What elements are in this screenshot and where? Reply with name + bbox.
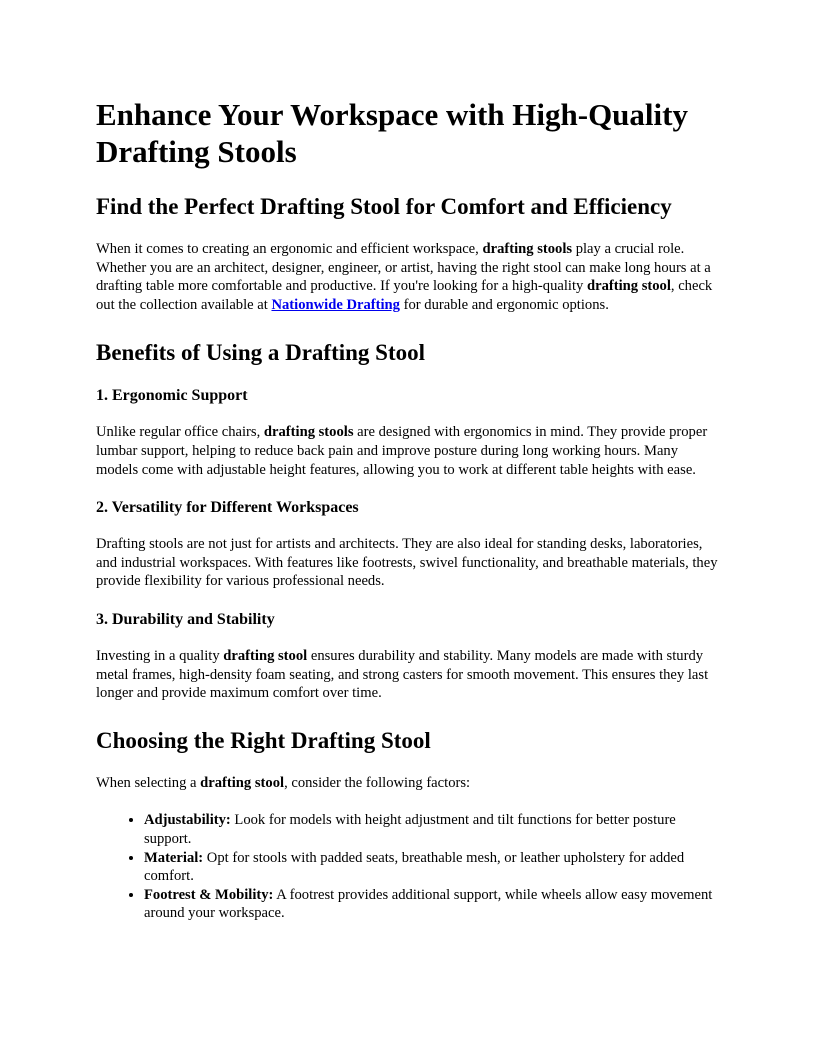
ergonomic-text-1: Unlike regular office chairs,	[96, 424, 264, 441]
list-item-label: Adjustability:	[144, 812, 231, 829]
list-item	[144, 886, 722, 923]
durability-heading: 3. Durability and Stability	[96, 610, 275, 628]
list-item-text: Look for models with height adjustment and tilt functions for better posture support.	[144, 812, 676, 847]
versatility-heading: 2. Versatility for Different Workspaces	[96, 499, 359, 517]
durability-bold-1: drafting stool	[223, 647, 308, 664]
list-item-text: Opt for stools with padded seats, breathable mesh, or leather upholstery for added comfort.	[144, 849, 685, 885]
intro-text-3: , check out the collection available at	[96, 278, 713, 313]
ergonomic-text-2: are designed with ergonomics in mind. They provide proper lumbar support, helping to reduce back pain and improve posture during long working hours. Many models come with adjustable height features, allowing you to work at different table heights with ease.	[96, 424, 708, 478]
choosing-text-2: , consider the following factors:	[284, 774, 471, 791]
intro-paragraph	[96, 240, 722, 314]
choosing-heading: Choosing the Right Drafting Stool	[96, 727, 431, 753]
factors-list	[96, 811, 722, 923]
durability-text-2: ensures durability and stability. Many models are made with sturdy metal frames, high-density foam seating, and strong casters for smooth movement. This ensures they last longer and provide maximum comfort over time.	[96, 647, 709, 702]
ergonomic-support-paragraph	[96, 423, 722, 479]
list-item	[144, 849, 722, 886]
benefits-heading: Benefits of Using a Drafting Stool	[96, 340, 426, 366]
nationwide-drafting-link[interactable]: Nationwide Drafting	[271, 296, 400, 313]
choosing-bold-1: drafting stool	[200, 774, 285, 791]
intro-text-4: for durable and ergonomic options.	[399, 296, 609, 313]
page-title: Enhance Your Workspace with High-Quality Drafting Stools	[96, 97, 688, 169]
list-item	[144, 811, 722, 848]
intro-bold-2: drafting stool	[586, 278, 671, 295]
list-item-label: Material:	[144, 849, 204, 866]
list-item-text: A footrest provides additional support, while wheels allow easy movement around your workspace.	[144, 886, 713, 922]
list-item-label: Footrest & Mobility:	[144, 886, 274, 903]
durability-paragraph	[96, 647, 722, 703]
intro-text-2: play a crucial role. Whether you are an architect, designer, engineer, or artist, having the right stool can make long hours at a drafting table more comfortable and productive. If you're looking for a high-quality	[96, 241, 711, 295]
ergonomic-bold-1: drafting stools	[263, 424, 354, 441]
intro-text-1: When it comes to creating an ergonomic and efficient workspace,	[96, 241, 483, 257]
choosing-text-1: When selecting a	[96, 774, 201, 791]
choosing-paragraph	[96, 774, 722, 793]
intro-bold-1: drafting stools	[482, 241, 573, 257]
ergonomic-support-heading: 1. Ergonomic Support	[96, 387, 248, 405]
durability-text-1: Investing in a quality	[96, 647, 224, 664]
versatility-paragraph: Drafting stools are not just for artists and architects. They are also ideal for standing desks, laboratories, and industrial workspaces. With features like footrests, swivel functionality, and breathable materials, they provide flexibility for various professional needs.	[96, 536, 718, 590]
subtitle-heading: Find the Perfect Drafting Stool for Comfort and Efficiency	[96, 194, 672, 219]
document-page	[96, 96, 722, 923]
